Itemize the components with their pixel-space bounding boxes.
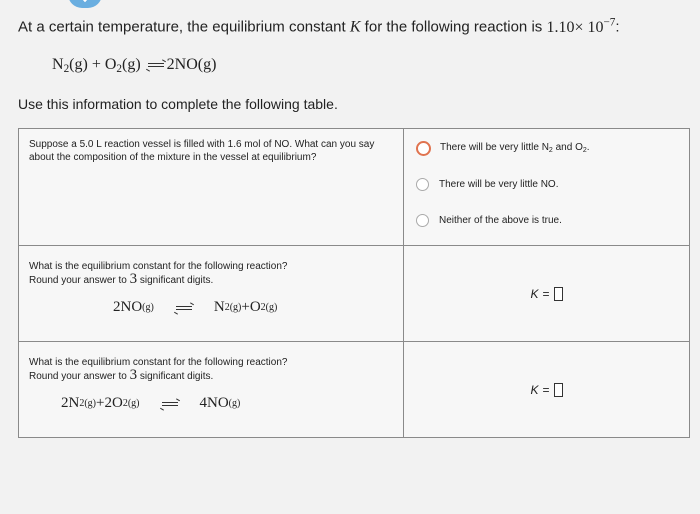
radio-button[interactable] [416,214,429,227]
option-label: Neither of the above is true. [439,214,562,226]
k-symbol: K [349,18,361,36]
option-little-no[interactable] [416,173,689,195]
answer-cell [404,246,690,342]
answer-table [18,128,690,438]
question-cell [19,129,404,246]
radio-button[interactable] [416,178,429,191]
table-row [19,342,690,438]
table-row [19,129,690,246]
answer-cell [404,342,690,438]
equilibrium-arrow-icon [176,303,192,313]
k-answer: K = [404,342,689,437]
equilibrium-arrow-icon [162,399,178,409]
main-reaction: $N_2(g) + O_2(g)$ 2NO(g) [52,56,217,75]
k-label: K [530,382,539,397]
options-group [404,129,689,231]
question-cell [19,246,404,342]
intro-text: At a certain temperature, the equilibrium constant K for the following reaction is $1.10\times 10^{-7}$: [18,16,620,36]
k-answer: K = [404,246,689,341]
option-label: There will be very little $N_2$ and $O_2$. [440,142,590,154]
option-label: There will be very little NO. [439,178,559,190]
intro-text-after: for the following reaction is [360,18,547,36]
intro-text-before: At a certain temperature, the equilibrium constant [18,18,350,36]
answer-cell [404,129,690,246]
k-answer-input[interactable] [554,383,563,397]
option-neither[interactable] [416,209,689,231]
instruction-text: Use this information to complete the following table. [18,96,338,112]
k-label: K [530,286,539,301]
table-row [19,246,690,342]
equilibrium-arrow-icon [148,60,164,70]
question-text: What is the equilibrium constant for the following reaction? Round your answer to 3 significant digits. 2N 2 (g) + 2O 2 (g) 4NO (g) [19,342,403,410]
radio-button[interactable] [416,141,431,156]
question-cell [19,342,404,438]
k-answer-input[interactable] [554,287,563,301]
question-reaction: 2N 2 (g) + 2O 2 (g) 4NO (g) [61,395,241,411]
collapse-chevron-icon[interactable] [68,0,102,8]
option-little-n2-o2[interactable] [416,137,689,159]
question-text: What is the equilibrium constant for the following reaction? Round your answer to 3 significant digits. 2NO (g) N 2 (g) + O 2 (g) [19,246,403,314]
question-text: Suppose a 5.0 L reaction vessel is filled with 1.6 mol of NO. What can you say about the composition of the mixture in the vessel at equilibrium? [29,139,375,163]
question-reaction: 2NO (g) N 2 (g) + O 2 (g) [113,299,278,315]
k-value: $1.10\times 10^{-7}$ [546,16,616,36]
